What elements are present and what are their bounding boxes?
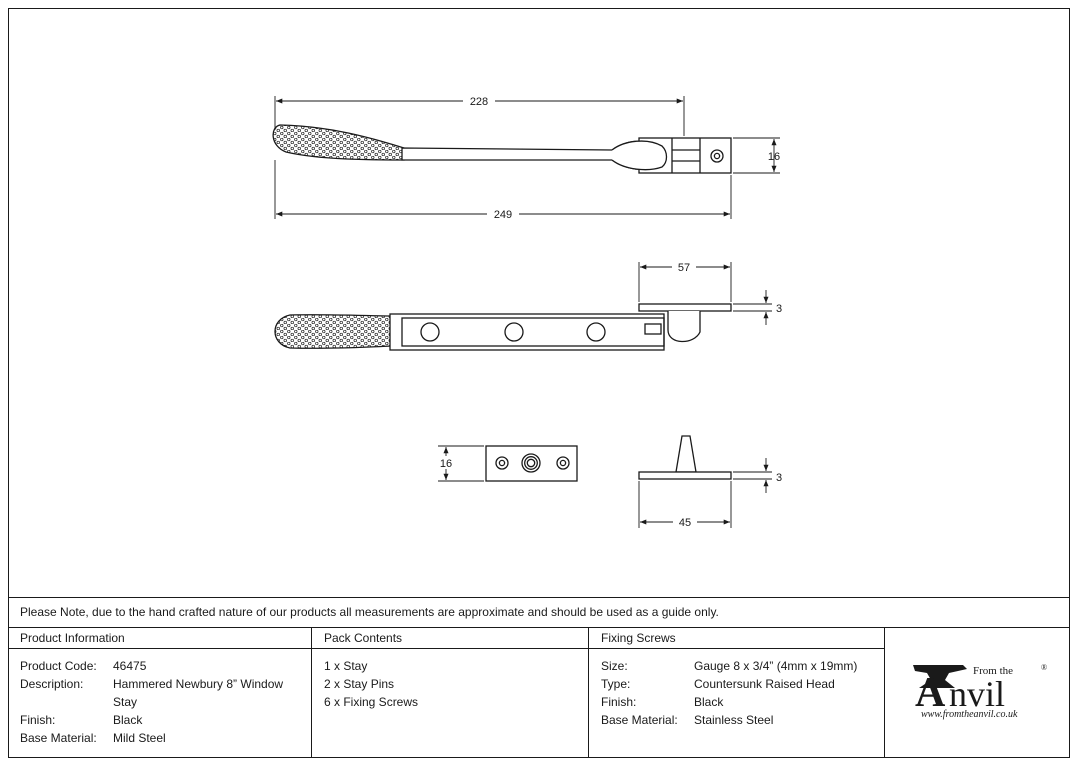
dim-label-45: 45 xyxy=(678,517,692,529)
logo-from-the: From the xyxy=(973,665,1014,677)
side-view-stay xyxy=(275,304,731,350)
stay-hole-1 xyxy=(421,323,439,341)
row-key: Base Material: xyxy=(20,731,97,745)
row-key: Finish: xyxy=(601,695,637,709)
dim-label-228: 228 xyxy=(469,96,489,108)
row-key: Base Material: xyxy=(601,713,678,727)
row-key: Product Code: xyxy=(20,659,97,673)
row-value: Hammered Newbury 8” Window Stay xyxy=(113,677,284,709)
product-information-heading: Product Information xyxy=(8,628,311,649)
anvil-logo-graphic xyxy=(885,628,1070,758)
screw-finish-row xyxy=(601,693,884,711)
row-key: Size: xyxy=(601,659,628,673)
description-row xyxy=(20,675,311,711)
hammered-handle-side xyxy=(275,315,392,349)
pin-plate-side xyxy=(639,436,731,479)
fixing-screws-heading: Fixing Screws xyxy=(589,628,884,649)
screw-base-material-row xyxy=(601,711,884,729)
finish-row xyxy=(20,711,311,729)
dim-label-249: 249 xyxy=(493,209,513,221)
row-value: Black xyxy=(113,713,143,727)
top-view-stay xyxy=(273,125,731,173)
row-key: Type: xyxy=(601,677,631,691)
dim-label-16-top: 16 xyxy=(767,151,781,163)
logo-brand-initial: A xyxy=(915,670,946,716)
row-value: Black xyxy=(694,695,724,709)
bracket-hook-side xyxy=(668,311,700,342)
pack-item: 1 x Stay xyxy=(324,659,368,673)
row-value: Mild Steel xyxy=(113,731,166,745)
logo-website: www.fromtheanvil.co.uk xyxy=(921,709,1018,720)
row-key: Finish: xyxy=(20,713,56,727)
product-code-row xyxy=(20,657,311,675)
from-the-anvil-logo xyxy=(885,628,1070,758)
pack-contents-panel xyxy=(312,628,589,758)
fixing-screws-panel xyxy=(589,628,885,758)
dim-label-3-pin: 3 xyxy=(776,472,783,484)
hammered-handle-top xyxy=(273,125,404,160)
stay-hole-3 xyxy=(587,323,605,341)
row-value: Gauge 8 x 3/4” (4mm x 19mm) xyxy=(694,659,858,673)
stay-hole-2 xyxy=(505,323,523,341)
row-value: Countersunk Raised Head xyxy=(694,677,835,691)
logo-registered: ® xyxy=(1041,663,1048,672)
base-material-row xyxy=(20,729,311,747)
pack-item: 2 x Stay Pins xyxy=(324,677,395,691)
dim-label-57: 57 xyxy=(677,262,691,274)
logo-brand-rest: nvil xyxy=(949,674,1006,714)
dim-label-16-pin: 16 xyxy=(439,458,453,470)
bracket-plate-side xyxy=(639,304,731,311)
row-value: 46475 xyxy=(113,659,147,673)
product-information-panel xyxy=(8,628,312,758)
measurement-note: Please Note, due to the hand crafted nature of our products all measurements are approximate and should be used as a guide only. xyxy=(8,597,1070,628)
pack-item: 6 x Fixing Screws xyxy=(324,695,419,709)
screw-size-row xyxy=(601,657,884,675)
row-value: Stainless Steel xyxy=(694,713,774,727)
dim-label-3-side: 3 xyxy=(776,303,783,315)
pin-plate-front xyxy=(486,446,577,481)
dimension-lines-pin-side xyxy=(639,458,772,528)
screw-type-row xyxy=(601,675,884,693)
pack-contents-heading: Pack Contents xyxy=(312,628,588,649)
row-key: Description: xyxy=(20,677,84,691)
pin-side-profile xyxy=(676,436,696,472)
